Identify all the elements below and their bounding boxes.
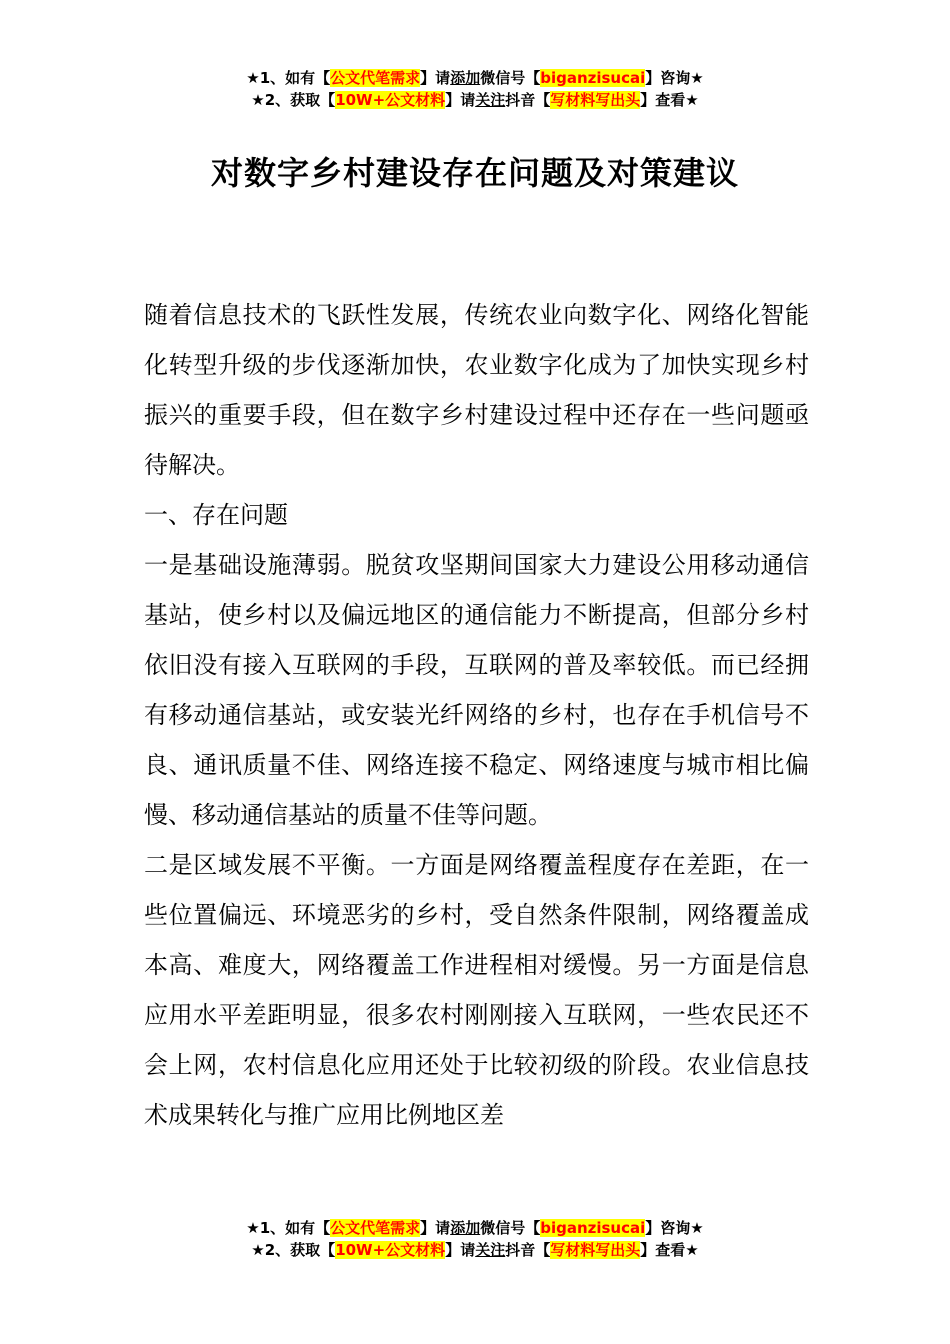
banner-highlight: 公文代笔需求: [330, 1219, 421, 1237]
section-heading: 一、存在问题: [144, 501, 288, 529]
banner-text: 】请: [445, 91, 476, 109]
document-title: 对数字乡村建设存在问题及对策建议: [210, 154, 739, 192]
banner-underline: 添加: [450, 1219, 481, 1237]
document-body: [144, 290, 809, 1140]
banner-line-1: [0, 1217, 950, 1239]
banner-highlight: 10W+公文材料: [335, 1241, 446, 1259]
banner-highlight: 10W+公文材料: [335, 91, 446, 109]
banner-highlight: 写材料写出头: [550, 91, 641, 109]
banner-text: ★2、获取【: [251, 91, 336, 109]
banner-highlight: biganzisucai: [540, 69, 646, 87]
banner-highlight: 写材料写出头: [550, 1241, 641, 1259]
banner-text: 微信号【: [480, 69, 541, 87]
banner-highlight: 公文代笔需求: [330, 69, 421, 87]
banner-text: 】请: [420, 69, 451, 87]
banner-line-1: [0, 67, 950, 89]
banner-text: ★1、如有【: [246, 69, 331, 87]
banner-text: 】咨询★: [645, 1219, 704, 1237]
banner-line-2: [0, 89, 950, 111]
banner-text: 】咨询★: [645, 69, 704, 87]
paragraph-infrastructure: 一是基础设施薄弱。脱贫攻坚期间国家大力建设公用移动通信基站，使乡村以及偏远地区的通信能力不断提高，但部分乡村依旧没有接入互联网的手段，互联网的普及率较低。而已经拥有移动通信基站，或安装光纤网络的乡村，也存在手机信号不良、通讯质量不佳、网络连接不稳定、网络速度与城市相比偏慢、移动通信基站的质量不佳等问题。: [144, 551, 809, 829]
banner-underline: 关注: [475, 91, 506, 109]
banner-text: 抖音【: [505, 91, 551, 109]
banner-highlight: biganzisucai: [540, 1219, 646, 1237]
paragraph-regional-imbalance: 二是区域发展不平衡。一方面是网络覆盖程度存在差距，在一些位置偏远、环境恶劣的乡村，受自然条件限制，网络覆盖成本高、难度大，网络覆盖工作进程相对缓慢。另一方面是信息应用水平差距明显，很多农村刚刚接入互联网，一些农民还不会上网，农村信息化应用还处于比较初级的阶段。农业信息技术成果转化与推广应用比例地区差: [144, 851, 809, 1129]
banner-underline: 添加: [450, 69, 481, 87]
banner-underline: 关注: [475, 1241, 506, 1259]
banner-text: ★1、如有【: [246, 1219, 331, 1237]
banner-text: 】查看★: [640, 91, 699, 109]
paragraph-intro: 随着信息技术的飞跃性发展，传统农业向数字化、网络化智能化转型升级的步伐逐渐加快，农业数字化成为了加快实现乡村振兴的重要手段，但在数字乡村建设过程中还存在一些问题亟待解决。: [144, 301, 809, 479]
banner-text: 】请: [420, 1219, 451, 1237]
banner-text: 】请: [445, 1241, 476, 1259]
banner-text: 】查看★: [640, 1241, 699, 1259]
banner-line-2: [0, 1239, 950, 1261]
banner-text: 微信号【: [480, 1219, 541, 1237]
footer-banner: [0, 1217, 950, 1261]
banner-text: ★2、获取【: [251, 1241, 336, 1259]
header-banner: [0, 67, 950, 111]
banner-text: 抖音【: [505, 1241, 551, 1259]
